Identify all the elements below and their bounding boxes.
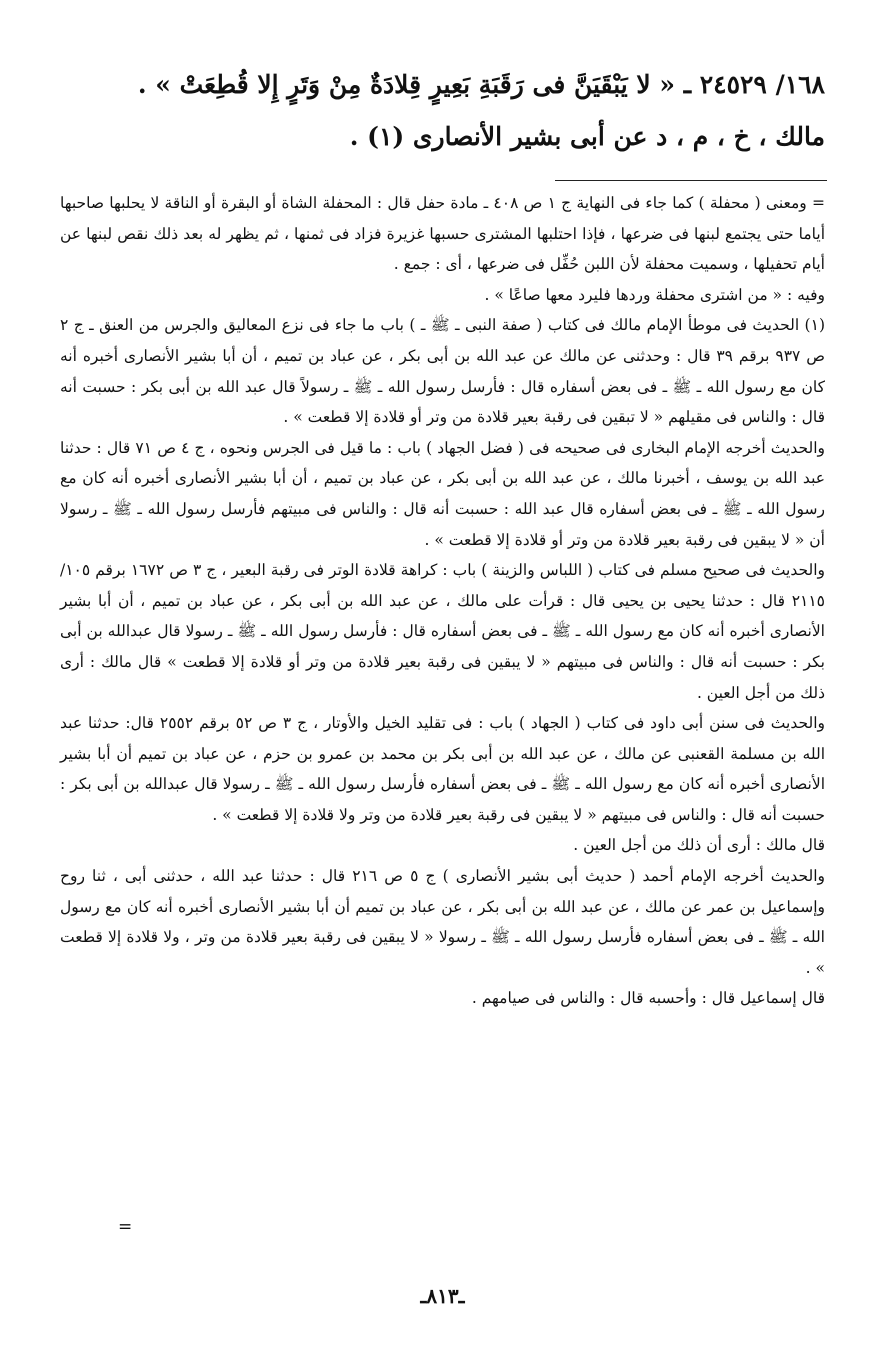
note-paragraph: (١) الحديث فى موطأ الإمام مالك فى كتاب ( صفة النبى ـ ﷺ ـ ) باب ما جاء فى نزع المعاليق والجرس من العنق ـ ج ٢ ص ٩٣٧ برقم ٣٩ قال : وحدثنى عن مالك عن عبد الله بن أبى بكر ، عن عباد بن تميم ، أن أبا بشير الأنصارى أخبره أنه كان مع رسول الله ـ ﷺ ـ فى بعض أسفاره قال : فأرسل رسول الله ـ ﷺ ـ رسولاً قال عبد الله بن أبى بكر : حسبت أنه قال : والناس فى مقيلهم « لا تبقين فى رقبة بعير قلادة من وتر أو قلادة إلا قطعت » .	[60, 316, 825, 427]
note-paragraph: والحديث فى سنن أبى داود فى كتاب ( الجهاد ) باب : فى تقليد الخيل والأوتار ، ج ٣ ص ٥٢ برقم ٢٥٥٢ قال: حدثنا عبد الله بن مسلمة القعنبى عن مالك ، عن عبد الله بن أبى بكر بن محمد بن عمرو بن حزم ، عن عباد بن تميم أن أبا بشير الأنصارى أخبره أنه كان مع رسول الله ـ ﷺ ـ فى بعض أسفاره فأرسل رسول الله ـ ﷺ ـ رسولا قال عبدالله بن أبى بكر : حسبت أنه قال : والناس فى مبيتهم « لا يبقين فى رقبة بعير قلادة من وتر ولا قلادة إلا قطعت » .	[60, 714, 825, 824]
note-paragraph: قال مالك : أرى أن ذلك من أجل العين .	[573, 836, 825, 855]
hadith-sources: مالك ، خ ، م ، د عن أبى بشير الأنصارى (١) .	[349, 122, 825, 151]
note-paragraph: = ومعنى ( محفلة ) كما جاء فى النهاية ج ١ ص ٤٠٨ ـ مادة حفل قال : المحفلة الشاة أو البقرة أو الناقة لا يحلبها صاحبها أياما حتى يجتمع لبنها فى ضرعها ، فإذا احتلبها المشترى حسبها غزيرة فزاد فى ثمنها ، ثم يظهر له بعد ذلك نقص لبنها عن أيام تحفيلها ، وسميت محفلة لأن اللبن حُفِّل فى ضرعها ، أى : جمع .	[60, 194, 826, 274]
note-paragraph: وفيه : « من اشترى محفلة وردها فليرد معها صاعًا » .	[484, 285, 825, 304]
page-number: ـ٨١٣ـ	[420, 1284, 465, 1308]
note-paragraph: والحديث أخرجه الإمام البخارى فى صحيحه فى ( فضل الجهاد ) باب : ما قيل فى الجرس ونحوه ، ج ٤ ص ٧١ قال : حدثنا عبد الله بن يوسف ، أخبرنا مالك ، عن عبد الله بن أبى بكر ، عن عباد بن تميم ، أن أبا بشير الأنصارى أخبره أنه كان مع رسول الله ـ ﷺ ـ فى بعض أسفاره قال عبد الله : حسبت أنه قال : والناس فى مبيتهم فأرسل رسول الله ـ ﷺ ـ رسولا أن « لا يبقين فى رقبة بعير قلادة من وتر أو قلادة إلا قطعت » .	[60, 438, 825, 549]
note-paragraph: والحديث أخرجه الإمام أحمد ( حديث أبى بشير الأنصارى ) ج ٥ ص ٢١٦ قال : حدثنا عبد الله ، حدثنى أبى ، ثنا روح وإسماعيل بن عمر عن مالك ، عن عبد الله بن أبى بكر ، عن عباد بن تميم أن أبا بشير الأنصارى أخبره أنه كان مع رسول الله ـ ﷺ ـ فى بعض أسفاره فأرسل رسول الله ـ ﷺ ـ رسولا « لا يبقين فى رقبة بعير قلادة من وتر ، ولا قلادة إلا قطعت » .	[60, 867, 826, 977]
note-paragraph: والحديث فى صحيح مسلم فى كتاب ( اللباس والزينة ) باب : كراهة قلادة الوتر فى رقبة البعير ، ج ٣ ص ١٦٧٢ برقم ١٠٥/ ٢١١٥ قال : حدثنا يحيى بن يحيى قال : قرأت على مالك ، عن عبد الله بن أبى بكر ، عن عباد بن تميم ، أن أبا بشير الأنصارى أخبره أنه كان مع رسول الله ـ ﷺ ـ فى بعض أسفاره قال : فأرسل رسول الله ـ ﷺ ـ رسولا قال عبدالله بن أبى بكر : حسبت أنه قال : والناس فى مبيتهم « لا يبقين فى رقبة بعير قلادة من وتر أو قلادة إلا قطعت » قال مالك : أرى ذلك من أجل العين .	[60, 561, 826, 702]
hadith-text: ١٦٨/ ٢٤٥٢٩ ـ « لا يَبْقَيَنَّ فى رَقَبَةِ بَعِيرٍ قِلادَةٌ مِنْ وَتَرٍ إِلا قُطِعَتْ » .	[137, 70, 825, 99]
footnote-separator	[555, 180, 827, 181]
continuation-mark: =	[118, 1217, 133, 1237]
note-paragraph: قال إسماعيل قال : وأحسبه قال : والناس فى صيامهم .	[471, 989, 825, 1008]
footnotes	[60, 188, 825, 1014]
